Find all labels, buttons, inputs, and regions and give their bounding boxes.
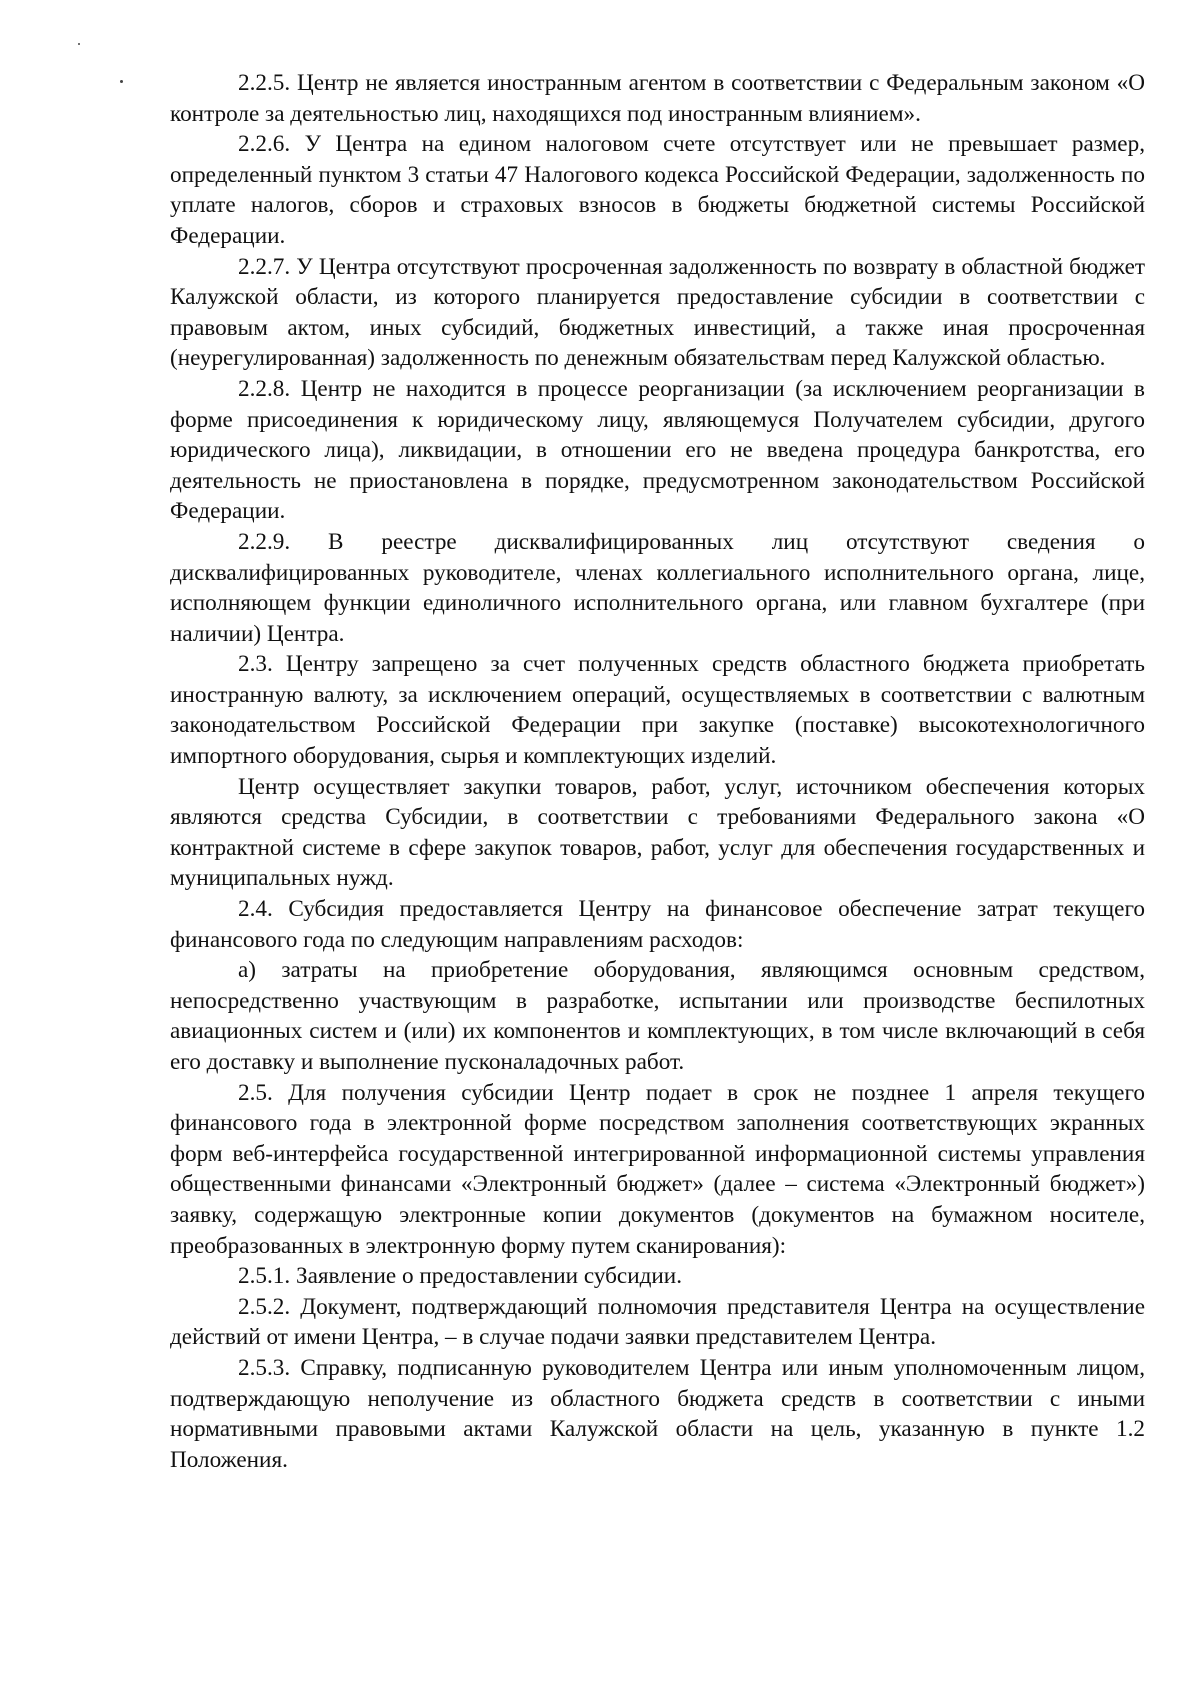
scan-speck-1 [78, 43, 80, 45]
paragraph-2-4: 2.4. Субсидия предоставляется Центру на финансовое обеспечение затрат текущего финансового года по следующим направлениям расходов: [170, 896, 1145, 953]
paragraph-2-3: 2.3. Центру запрещено за счет полученных средств областного бюджета приобретать иностранную валюту, за исключением операций, осуществляемых в соответствии с валютным законодательством Российской Федерации при закупке (поставке) высокотехнологичного импортного оборудования, сырья и комплектующих изделий. [170, 651, 1145, 770]
paragraph-2-2-7: 2.2.7. У Центра отсутствуют просроченная задолженность по возврату в областной бюджет Калужской области, из которого планируется предоставление субсидии в соответствии с правовым актом, иных субсидий, бюджетных инвестиций, а также иная просроченная (неурегулированная) задолженность по денежным обязательствам перед Калужской областью. [170, 253, 1145, 372]
paragraph-2-5-1: 2.5.1. Заявление о предоставлении субсидии. [238, 1263, 683, 1290]
paragraph-2-5-3: 2.5.3. Справку, подписанную руководителем Центра или иным уполномоченным лицом, подтверждающую неполучение из областного бюджета средств в соответствии с иными нормативными правовыми актами Калужской области на цель, указанную в пункте 1.2 Положения. [170, 1354, 1145, 1473]
paragraph-procurement: Центр осуществляет закупки товаров, работ, услуг, источником обеспечения которых являются средства Субсидии, в соответствии с требованиями Федерального закона «О контрактной системе в сфере закупок товаров, работ, услуг для обеспечения государственных и муниципальных нужд. [170, 773, 1145, 892]
scan-speck-2 [120, 80, 123, 83]
paragraph-2-2-6: 2.2.6. У Центра на едином налоговом счете отсутствует или не превышает размер, определенный пунктом 3 статьи 47 Налогового кодекса Российской Федерации, задолженность по уплате налогов, сборов и страховых взносов в бюджеты бюджетной системы Российской Федерации. [170, 131, 1145, 249]
paragraph-2-4-a: а) затраты на приобретение оборудования, являющимся основным средством, непосредственно участвующим в разработке, испытании или производстве беспилотных авиационных систем и (или) их компонентов и комплектующих, в том числе включающий в себя его доставку и выполнение пусконаладочных работ. [170, 957, 1145, 1075]
document-body [170, 68, 1145, 1475]
paragraph-2-2-5: 2.2.5. Центр не является иностранным агентом в соответствии с Федеральным законом «О контроле за деятельностью лиц, находящихся под иностранным влиянием». [170, 70, 1145, 127]
paragraph-2-2-8: 2.2.8. Центр не находится в процессе реорганизации (за исключением реорганизации в форме присоединения к юридическому лицу, являющемуся Получателем субсидии, другого юридического лица), ликвидации, в отношении его не введена процедура банкротства, его деятельность не приостановлена в порядке, предусмотренном законодательством Российской Федерации. [170, 375, 1145, 525]
paragraph-2-5: 2.5. Для получения субсидии Центр подает в срок не позднее 1 апреля текущего финансового года в электронной форме посредством заполнения соответствующих экранных форм веб-интерфейса государственной интегрированной информационной системы управления общественными финансами «Электронный бюджет» (далее – система «Электронный бюджет») заявку, содержащую электронные копии документов (документов на бумажном носителе, преобразованных в электронную форму путем сканирования): [170, 1079, 1145, 1259]
paragraph-2-5-2: 2.5.2. Документ, подтверждающий полномочия представителя Центра на осуществление действий от имени Центра, – в случае подачи заявки представителем Центра. [170, 1293, 1145, 1351]
paragraph-2-2-9: 2.2.9. В реестре дисквалифицированных лиц отсутствуют сведения о дисквалифицированных руководителе, членах коллегиального исполнительного органа, лице, исполняющем функции единоличного исполнительного органа, или главном бухгалтере (при наличии) Центра. [170, 528, 1145, 647]
